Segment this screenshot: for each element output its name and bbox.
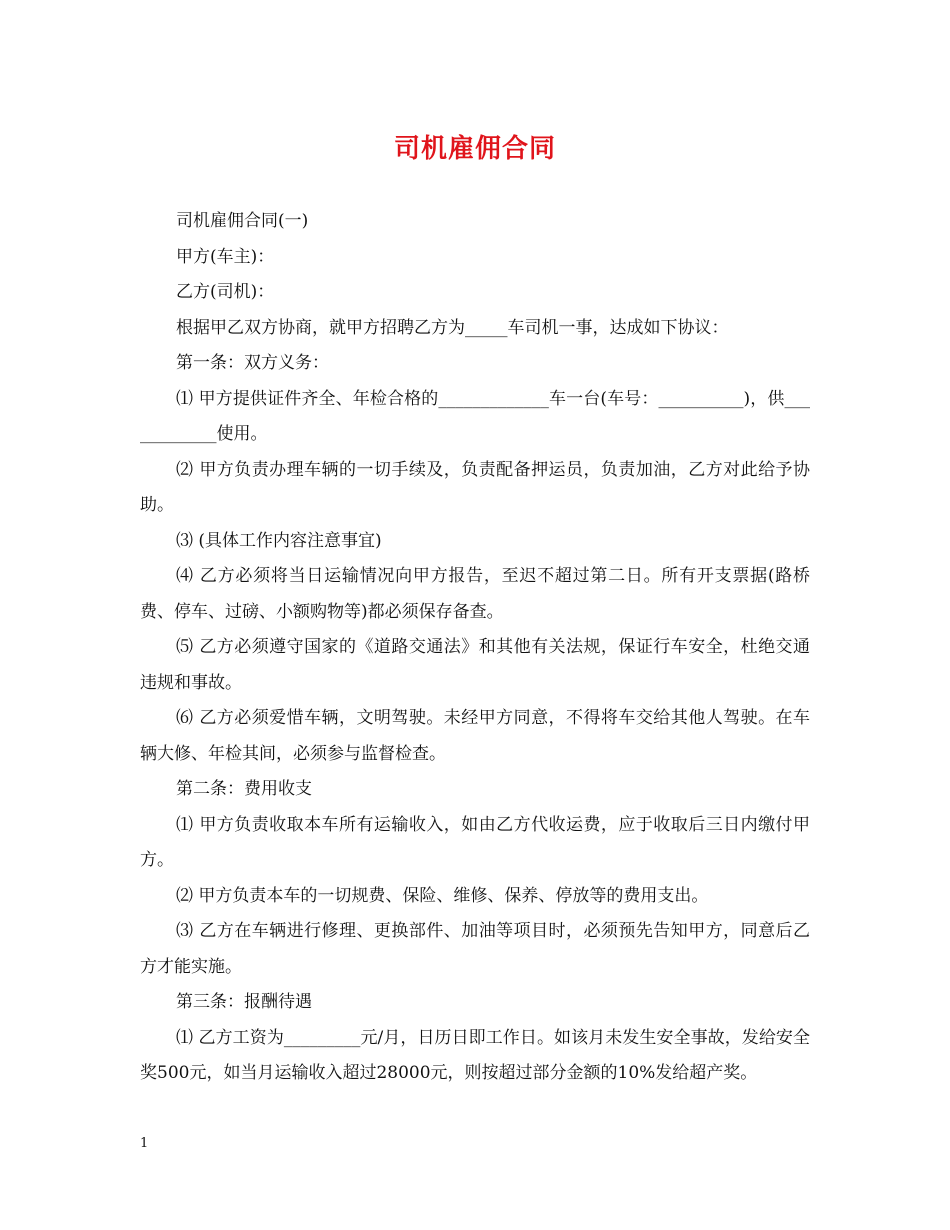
article-3-heading: 第三条：报酬待遇 xyxy=(176,992,312,1012)
paragraph-party-b: 乙方(司机)： xyxy=(176,282,275,302)
article-1-item-2: ⑵ 甲方负责办理车辆的一切手续及，负责配备押运员，负责加油，乙方对此给予协助。 xyxy=(140,459,810,515)
article-2-item-1: ⑴ 甲方负责收取本车所有运输收入，如由乙方代收运费，应于收取后三日内缴付甲方。 xyxy=(140,814,810,870)
article-2-item-2: ⑵ 甲方负责本车的一切规费、保险、维修、保养、停放等的费用支出。 xyxy=(176,885,709,906)
article-1-item-3: ⑶ (具体工作内容注意事宜) xyxy=(176,530,382,551)
article-2-heading: 第二条：费用收支 xyxy=(176,779,312,799)
page-number: 1 xyxy=(140,1136,149,1151)
article-1-item-6: ⑹ 乙方必须爱惜车辆，文明驾驶。未经甲方同意，不得将车交给其他人驾驶。在车辆大修、年检其间，必须参与监督检查。 xyxy=(140,708,810,764)
article-1-item-5: ⑸ 乙方必须遵守国家的《道路交通法》和其他有关法规，保证行车安全，杜绝交通违规和事故。 xyxy=(140,637,810,693)
article-1-item-4: ⑷ 乙方必须将当日运输情况向甲方报告，至迟不超过第二日。所有开支票据(路桥费、停车、过磅、小额购物等)都必须保存备查。 xyxy=(140,566,810,622)
article-2-item-3: ⑶ 乙方在车辆进行修理、更换部件、加油等项目时，必须预先告知甲方，同意后乙方才能实施。 xyxy=(140,921,810,977)
article-1-item-1: ⑴ 甲方提供证件齐全、年检合格的_____________车一台(车号：__________)，供____________使用。 xyxy=(140,388,810,444)
document-body xyxy=(140,204,810,1092)
document-title: 司机雇佣合同 xyxy=(393,134,556,164)
article-3-item-1: ⑴ 乙方工资为_________元/月，日历日即工作日。如该月未发生安全事故，发给安全奖500元，如当月运输收入超过28000元，则按超过部分金额的10%发给超产奖。 xyxy=(140,1027,810,1083)
paragraph-preamble: 根据甲乙双方协商，就甲方招聘乙方为_____车司机一事，达成如下协议： xyxy=(176,317,729,338)
paragraph-contract-heading: 司机雇佣合同(一) xyxy=(176,211,309,231)
paragraph-party-a: 甲方(车主)： xyxy=(176,246,275,267)
article-1-heading: 第一条：双方义务： xyxy=(176,353,329,373)
